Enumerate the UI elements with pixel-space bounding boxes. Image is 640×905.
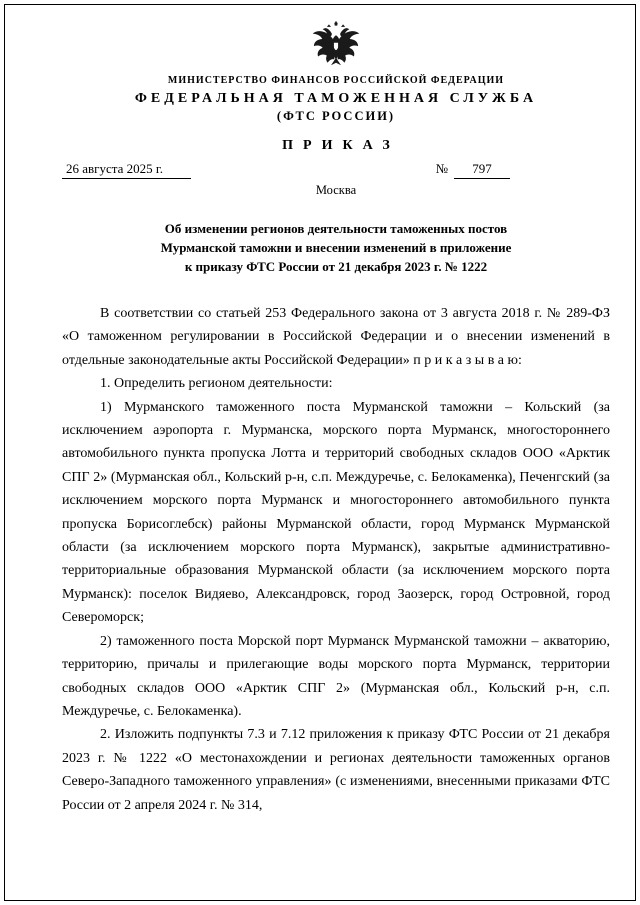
coat-of-arms-icon bbox=[311, 20, 361, 68]
ministry-name: МИНИСТЕРСТВО ФИНАНСОВ РОССИЙСКОЙ ФЕДЕРАЦИИ bbox=[167, 75, 505, 86]
paragraph: 2. Изложить подпункты 7.3 и 7.12 приложения к приказу ФТС России от 21 декабря 2023 г. № 1222 «О местонахождении и регионах деятельности таможенных органов Северо-Западного таможенного управления» (с изменениями, внесенными приказами ФТС России от 2 апреля 2024 г. № 314, bbox=[62, 727, 610, 813]
agency-name: ФЕДЕРАЛЬНАЯ ТАМОЖЕННАЯ СЛУЖБА bbox=[134, 91, 538, 106]
paragraph: 2) таможенного поста Морской порт Мурманск Мурманской таможни – акваторию, территорию, причалы и прилегающие воды морского порта Мурманск, территории свободных складов ООО «Арктик СПГ 2» (Мурманская обл., Кольский р-н, с.п. Междуречье, с. Белокаменка). bbox=[62, 633, 610, 719]
document-number-block bbox=[436, 161, 510, 179]
date-number-line bbox=[62, 161, 610, 179]
title-line: Об изменении регионов деятельности таможенных постов bbox=[164, 221, 508, 236]
agency-abbreviation: (ФТС РОССИИ) bbox=[276, 109, 396, 123]
document-number: 797 bbox=[454, 161, 510, 179]
paragraph: 1) Мурманского таможенного поста Мурманской таможни – Кольский (за исключением аэропорта г. Мурманска, морского порта Мурманск, многостороннего автомобильного пункта пропуска Лотта и территорий свободных складов ООО «Арктик СПГ 2» (Мурманская обл., Кольский р-н, с.п. Междуречье, с. Белокаменка), Печенгский (за исключением морского порта Мурманск и многостороннего автомобильного пункта пропуска Борисоглебск) районы Мурманской области, город Мурманск Мурманской области (за исключением морского порта Мурманск), закрытые административно-территориальные образования Мурманской области (за исключением морского порта Мурманск): поселок Видяево, Александровск, город Заозерск, город Островной, город Североморск; bbox=[62, 399, 610, 626]
title-line: к приказу ФТС России от 21 декабря 2023 г. № 1222 bbox=[184, 259, 488, 274]
title-line: Мурманской таможни и внесении изменений в приложение bbox=[160, 240, 512, 255]
number-sign: № bbox=[435, 161, 448, 176]
document-title bbox=[62, 219, 610, 276]
paragraph: В соответствии со статьей 253 Федерального закона от 3 августа 2018 г. № 289-ФЗ «О таможенном регулировании в Российской Федерации и о внесении изменений в отдельные законодательные акты Российской Федерации» п р и к а з ы в а ю: bbox=[62, 306, 610, 368]
document-body bbox=[62, 302, 610, 817]
document-date: 26 августа 2025 г. bbox=[62, 161, 191, 179]
document-header bbox=[62, 20, 610, 154]
page-content bbox=[62, 20, 610, 817]
document-type: ПРИКАЗ bbox=[282, 138, 400, 153]
paragraph: 1. Определить регионом деятельности: bbox=[100, 376, 333, 392]
city-name: Москва bbox=[315, 183, 357, 197]
